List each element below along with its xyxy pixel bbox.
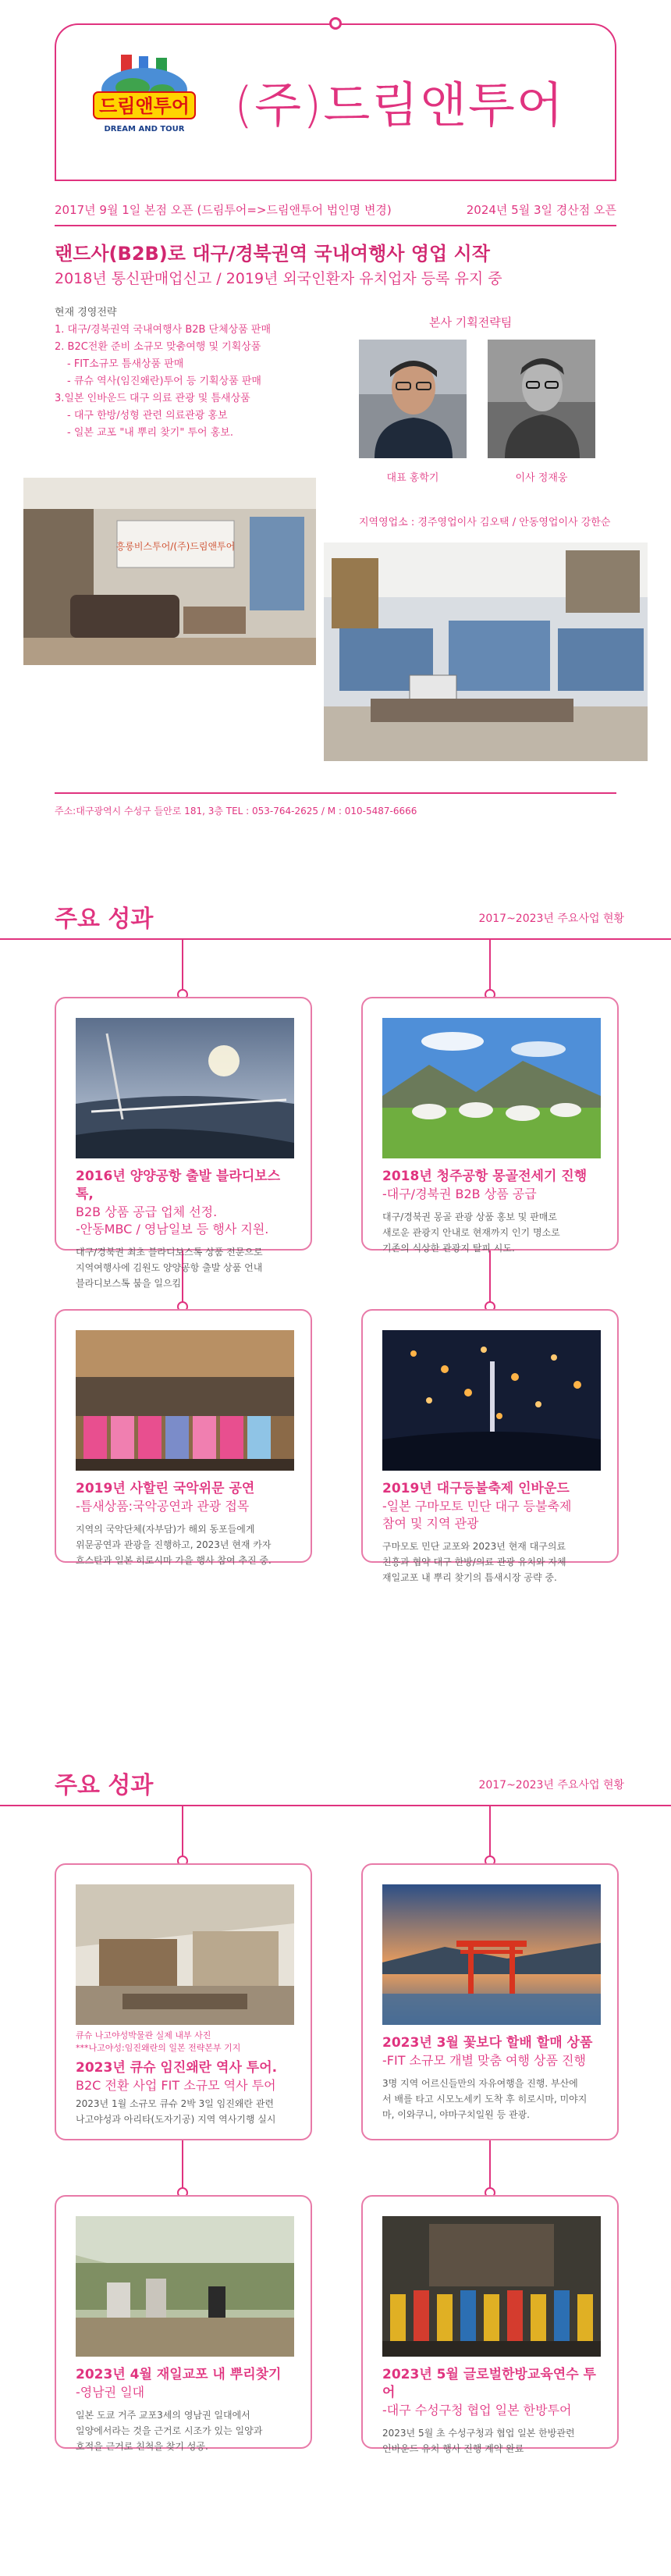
mongolia-ger-photo: [382, 1018, 601, 1158]
achievement-card-lantern-festival: [361, 1309, 619, 1583]
card-title: 2019년 사할린 국악위문 공연: [76, 1481, 255, 1496]
lantern-festival-photo: [382, 1330, 601, 1471]
team-title: 본사 기획전략팀: [429, 315, 513, 329]
section-rule: [0, 938, 671, 940]
card-title: 2023년 3월 꽃보다 할배 할매 상품: [382, 2035, 593, 2051]
card-body: 2023년 1월 소규모 큐슈 2박 3일 임진왜란 관련 나고야성과 아리타(도자기공) 지역 역사기행 실시: [76, 2098, 276, 2125]
card-title: 2023년 큐슈 임진왜란 역사 투어.: [76, 2060, 278, 2076]
company-name: [234, 66, 565, 136]
person-ceo: [359, 340, 467, 484]
section-subtitle: 2017~2023년 주요사업 현황: [478, 1779, 624, 1791]
sakhalin-performance-photo: [76, 1330, 294, 1471]
business-strategy: [55, 304, 351, 442]
achievements-section-2: [0, 1766, 671, 2546]
connector-line: [182, 940, 183, 994]
card-photo-caption: 큐슈 나고야성박물관 실제 내부 사진 ***나고야성:임진왜란의 일본 전략본부 기지: [76, 2030, 241, 2053]
herbal-medicine-festival-photo: [382, 2216, 601, 2357]
logo-text: 드림앤투어: [99, 95, 190, 117]
card-subtitle: -대구/경북권 B2B 상품 공급: [382, 1187, 537, 1201]
achievements-section-1: [0, 899, 671, 1641]
card-subtitle: -FIT 소규모 개별 맞춤 여행 상품 진행: [382, 2053, 586, 2068]
connector-line: [489, 940, 491, 994]
director-photo: [488, 340, 595, 458]
divider-top: [55, 180, 616, 181]
strategy-item: 1. 대구/경북권역 국내여행사 B2B 단체상품 판매: [55, 324, 272, 336]
office-sign-text: 흥롱비스투어/(주)드림앤투어: [115, 541, 236, 552]
card-subtitle: B2B 상품 공급 업체 선정. -안동MBC / 영남일보 등 행사 지원.: [76, 1204, 269, 1236]
connector-line: [489, 2139, 491, 2194]
frame-node-dot: [329, 17, 342, 30]
ceo-photo: [359, 340, 467, 458]
brand-paren-close: ): [303, 76, 324, 133]
divider-dates: [55, 225, 616, 226]
connector-line: [489, 1806, 491, 1861]
card-title: 2023년 4월 재일교포 내 뿌리찾기: [76, 2367, 282, 2382]
card-title: 2023년 5월 글로벌한방교육연수 투어: [382, 2367, 596, 2400]
achievement-card-mongolia: [361, 997, 619, 1254]
intro-subline: 2018년 통신판매업신고 / 2019년 외국인환자 유치업자 등록 유지 중: [55, 270, 502, 287]
strategy-list: [55, 322, 351, 442]
divider-bottom: [55, 792, 616, 794]
dream-and-tour-logo: [86, 55, 203, 141]
section-subtitle: 2017~2023년 주요사업 현황: [478, 913, 624, 925]
card-subtitle: -영남권 일대: [76, 2385, 145, 2400]
card-title: 2019년 대구등불축제 인바운드: [382, 1481, 570, 1496]
intro-headline: 랜드사(B2B)로 대구/경북권역 국내여행사 영업 시작: [55, 243, 490, 265]
itsukushima-torii-photo: [382, 1884, 601, 2025]
card-subtitle: -일본 구마모토 민단 대구 등불축제 참여 및 지역 관광: [382, 1499, 572, 1531]
brand-paren-open: (: [234, 76, 255, 133]
vladivostok-bridge-photo: [76, 1018, 294, 1158]
ceo-caption: 대표 홍학기: [386, 472, 439, 484]
achievement-card-kyushu: [55, 1863, 312, 2140]
logo-subtext: DREAM AND TOUR: [104, 125, 185, 133]
strategy-title: 현재 경영전략: [55, 307, 117, 318]
brand-ju: 주: [254, 76, 304, 133]
strategy-item: - 대구 한방/성형 관련 의료관광 홍보: [67, 410, 228, 422]
card-subtitle: B2C 전환 사업 FIT 소규모 역사 투어: [76, 2078, 276, 2093]
achievement-card-senior-tour: [361, 1863, 619, 2140]
regional-offices: 지역영업소 : 경주영업이사 김오택 / 안동영업이사 강한순: [359, 517, 611, 528]
section-title: 주요 성과: [55, 906, 154, 933]
card-body: 대구/경북권 최초 블라디보스톡 상품 전문으로 지역여행사에 김원도 양양공항 출발 상품 언내 블라디보스톡 붐을 일으킴: [76, 1247, 263, 1289]
achievement-card-herbal-medicine-tour: [361, 2195, 619, 2454]
card-body: 3명 지역 어르신들만의 자유여행을 진행. 부산에 서 배를 타고 시모노세키 도착 후 히로시마, 미야지 마, 이와쿠니, 야마구치일원 등 관광.: [382, 2078, 588, 2120]
connector-line: [182, 1806, 183, 1861]
company-intro: [55, 23, 616, 817]
card-body: 지역의 국악단체(자부담)가 해외 동포들에게 위문공연과 관광을 진행하고, 2023년 현재 카자 흐스탄과 일본 히로시마 가을 행사 참여 추진 중.: [76, 1524, 272, 1566]
card-body: 대구/경북권 몽골 관광 상품 홍보 및 판매로 새로운 관광지 안내로 현재까지 인기 명소로 기존의 식상한 관광지 탈피 시도.: [382, 1212, 560, 1254]
person-director: [488, 340, 595, 484]
roots-search-photo: [76, 2216, 294, 2357]
card-subtitle: -대구 수성구청 협업 일본 한방투어: [382, 2403, 572, 2418]
company-address: 주소:대구광역시 수성구 들안로 181, 3층 TEL : 053-764-2625 / M : 010-5487-6666: [55, 806, 417, 817]
founding-date: 2017년 9월 1일 본점 오픈 (드림투어=>드림앤투어 법인명 변경): [55, 203, 392, 217]
card-body: 일본 도쿄 거주 교포3세의 영남권 일대에서 일양에서라는 것을 근거로 시조가 있는 일양과 호적을 근거로 친척을 찾기 성공.: [76, 2410, 263, 2452]
card-body: 구마모토 민단 교포와 2023년 현재 대구의료 친흥과 협약 대구 한방/의료 관광 유치와 자체 재일교포 내 뿌리 찾기의 틈새시장 공략 중.: [382, 1541, 566, 1583]
card-title: 2016년 양양공항 출발 블라디보스톡,: [76, 1169, 281, 1202]
card-body: 2023년 5월 초 수성구청과 협업 일본 한방관련 인바운드 유치 행사 진행 계약 완료: [382, 2428, 575, 2454]
office-desks-photo: [324, 543, 648, 761]
strategy-item: - 일본 교포 "내 뿌리 찾기" 투어 홍보.: [67, 427, 233, 439]
director-caption: 이사 정재웅: [515, 472, 568, 484]
achievement-card-vladivostok: [55, 997, 312, 1289]
brand-name: 드림앤투어: [323, 76, 565, 133]
connector-line: [489, 1251, 491, 1305]
nagoya-castle-museum-photo: [76, 1884, 294, 2025]
strategy-item: 2. B2C전환 준비 소규모 맞춤여행 및 기획상품: [55, 341, 261, 353]
achievement-card-roots-search: [55, 2195, 312, 2452]
card-title: 2018년 청주공항 몽골전세기 진행: [382, 1169, 588, 1184]
strategy-item: - 큐슈 역사(임진왜란)투어 등 기획상품 판매: [67, 375, 261, 387]
achievement-card-sakhalin: [55, 1309, 312, 1566]
card-subtitle: -틈새상품:국악공연과 관광 접목: [76, 1499, 250, 1514]
connector-line: [182, 2139, 183, 2194]
branch-opening-date: 2024년 5월 3일 경산점 오픈: [466, 203, 616, 217]
office-lounge-photo: [23, 478, 316, 665]
section-rule: [0, 1805, 671, 1806]
section-title: 주요 성과: [55, 1772, 154, 1799]
strategy-item: 3.일본 인바운드 대구 의료 관광 및 틈새상품: [55, 393, 250, 404]
strategy-item: - FIT소규모 틈새상품 판매: [67, 358, 184, 370]
